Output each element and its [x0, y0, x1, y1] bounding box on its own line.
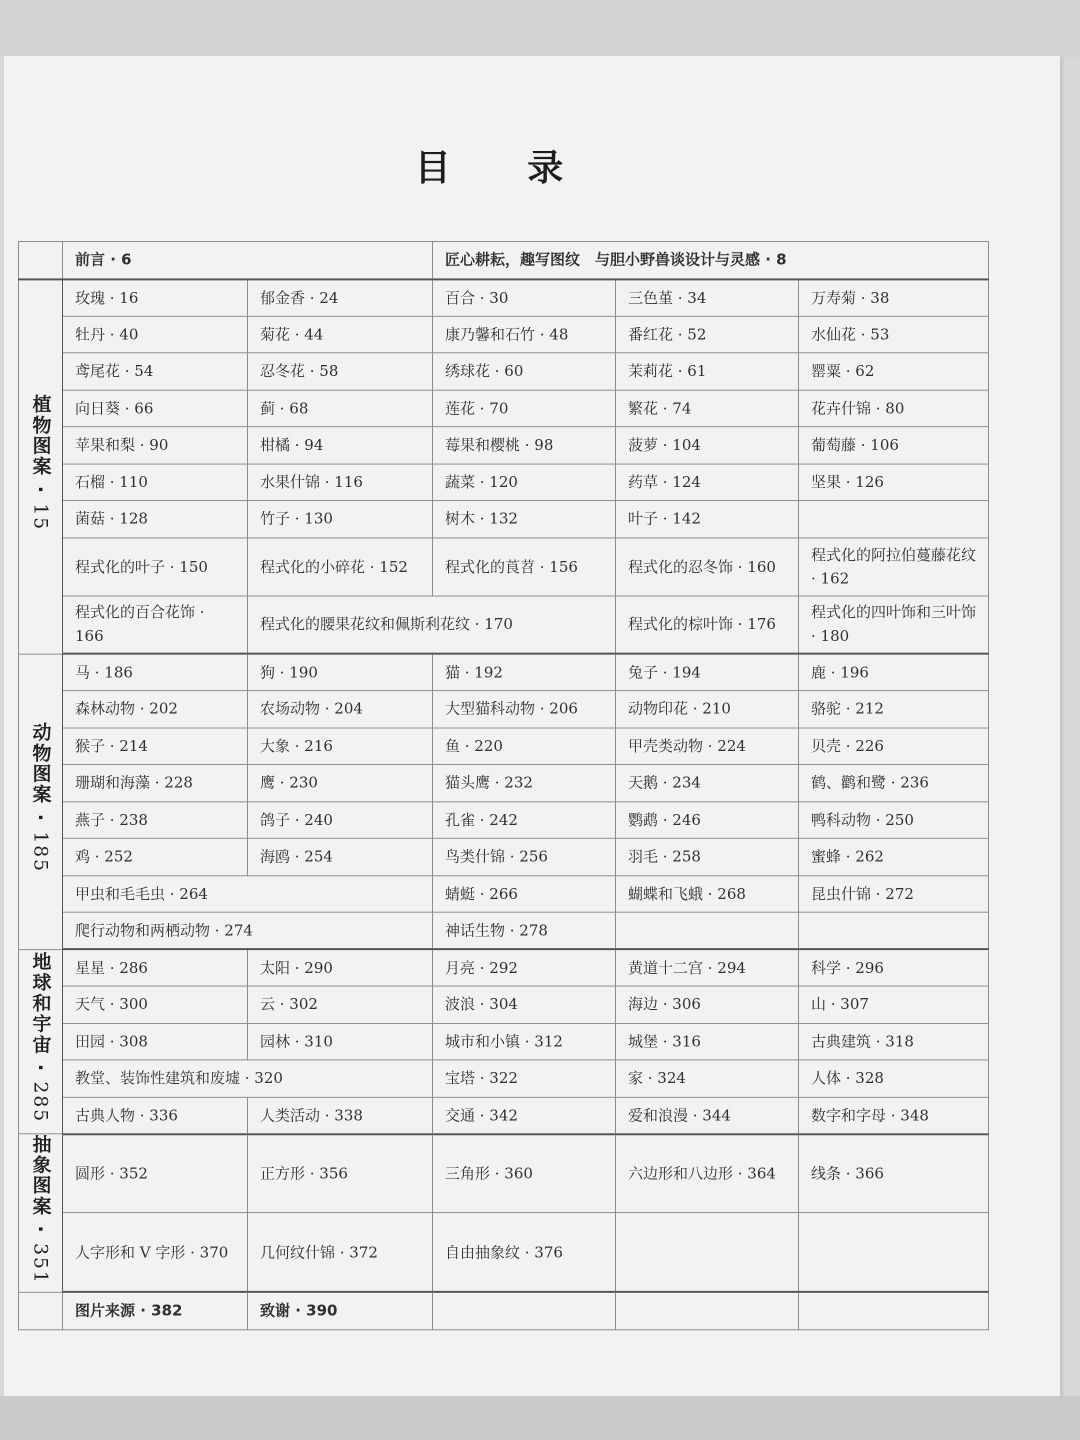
table-row — [19, 537, 989, 595]
toc-entry[interactable]: 珊瑚和海藻 · 228 — [63, 764, 248, 801]
toc-entry[interactable]: 黄道十二宫 · 294 — [616, 949, 799, 986]
toc-entry[interactable]: 鸟类什锦 · 256 — [433, 838, 616, 875]
table-row — [19, 949, 989, 986]
toc-entry[interactable]: 自由抽象纹 · 376 — [433, 1213, 616, 1292]
toc-empty-cell — [799, 1292, 989, 1329]
toc-entry[interactable]: 鸡 · 252 — [63, 838, 248, 875]
toc-entry[interactable]: 蜻蜓 · 266 — [433, 875, 616, 912]
toc-entry-preface[interactable]: 前言 · 6 — [63, 241, 433, 278]
toc-entry[interactable]: 葡萄藤 · 106 — [799, 427, 989, 464]
toc-entry[interactable]: 线条 · 366 — [799, 1134, 989, 1213]
toc-entry[interactable]: 石榴 · 110 — [63, 464, 248, 501]
table-row — [19, 1213, 989, 1292]
toc-entry[interactable]: 猫头鹰 · 232 — [433, 764, 616, 801]
toc-entry[interactable]: 蓟 · 68 — [248, 390, 433, 427]
toc-entry[interactable]: 鹦鹉 · 246 — [616, 801, 799, 838]
toc-entry[interactable]: 海鸥 · 254 — [248, 838, 433, 875]
toc-entry[interactable]: 六边形和八边形 · 364 — [616, 1134, 799, 1213]
toc-empty-cell — [616, 1213, 799, 1292]
toc-entry[interactable]: 云 · 302 — [248, 986, 433, 1023]
toc-entry[interactable]: 莓果和樱桃 · 98 — [433, 427, 616, 464]
table-row — [19, 390, 989, 427]
toc-entry[interactable]: 城堡 · 316 — [616, 1023, 799, 1060]
table-row — [19, 801, 989, 838]
toc-entry-credits[interactable]: 图片来源 · 382 — [63, 1292, 248, 1329]
table-row — [19, 501, 989, 538]
toc-entry[interactable]: 程式化的棕叶饰 · 176 — [616, 596, 799, 654]
toc-entry[interactable]: 三色堇 · 34 — [616, 279, 799, 316]
section-abstract[interactable] — [19, 1134, 63, 1292]
toc-entry[interactable]: 马 · 186 — [63, 654, 248, 691]
toc-entry[interactable]: 甲虫和毛毛虫 · 264 — [63, 875, 433, 912]
toc-entry[interactable]: 羽毛 · 258 — [616, 838, 799, 875]
toc-entry[interactable]: 科学 · 296 — [799, 949, 989, 986]
table-row — [19, 1023, 989, 1060]
table-row — [19, 764, 989, 801]
toc-entry[interactable]: 人类活动 · 338 — [248, 1097, 433, 1134]
toc-entry[interactable]: 程式化的四叶饰和三叶饰 · 180 — [799, 596, 989, 654]
toc-entry[interactable]: 鸽子 · 240 — [248, 801, 433, 838]
table-row — [19, 1134, 989, 1213]
toc-header-row — [19, 241, 989, 278]
table-row — [19, 691, 989, 728]
toc-entry[interactable]: 药草 · 124 — [616, 464, 799, 501]
toc-entry[interactable]: 天鹅 · 234 — [616, 764, 799, 801]
toc-entry[interactable]: 牡丹 · 40 — [63, 316, 248, 353]
background-bottom — [0, 1396, 1080, 1440]
toc-entry[interactable]: 交通 · 342 — [433, 1097, 616, 1134]
table-row — [19, 1097, 989, 1134]
toc-entry[interactable]: 菌菇 · 128 — [63, 501, 248, 538]
toc-entry[interactable]: 程式化的百合花饰 · 166 — [63, 596, 248, 654]
toc-empty-cell — [616, 912, 799, 949]
toc-entry[interactable]: 万寿菊 · 38 — [799, 279, 989, 316]
toc-entry-thanks[interactable]: 致谢 · 390 — [248, 1292, 433, 1329]
toc-entry[interactable]: 猴子 · 214 — [63, 728, 248, 765]
toc-entry[interactable]: 菊花 · 44 — [248, 316, 433, 353]
section-earth[interactable] — [19, 949, 63, 1134]
toc-entry[interactable]: 田园 · 308 — [63, 1023, 248, 1060]
toc-entry[interactable]: 鱼 · 220 — [433, 728, 616, 765]
toc-entry[interactable]: 爬行动物和两栖动物 · 274 — [63, 912, 433, 949]
toc-entry[interactable]: 大型猫科动物 · 206 — [433, 691, 616, 728]
toc-entry[interactable]: 茉莉花 · 61 — [616, 353, 799, 390]
table-row — [19, 279, 989, 316]
toc-entry[interactable]: 山 · 307 — [799, 986, 989, 1023]
toc-entry[interactable]: 竹子 · 130 — [248, 501, 433, 538]
toc-entry-intro[interactable]: 匠心耕耘，趣写图纹 与胆小野兽谈设计与灵感 · 8 — [433, 241, 989, 278]
section-animals[interactable] — [19, 654, 63, 949]
toc-entry[interactable]: 蜜蜂 · 262 — [799, 838, 989, 875]
toc-entry[interactable]: 树木 · 132 — [433, 501, 616, 538]
toc-entry[interactable]: 人体 · 328 — [799, 1060, 989, 1097]
toc-entry[interactable]: 鹤、鹳和鹭 · 236 — [799, 764, 989, 801]
toc-entry[interactable]: 水果什锦 · 116 — [248, 464, 433, 501]
toc-entry[interactable]: 程式化的忍冬饰 · 160 — [616, 537, 799, 595]
table-row — [19, 986, 989, 1023]
toc-entry[interactable]: 圆形 · 352 — [63, 1134, 248, 1213]
section-abstract-label: 抽象图案 · 351 — [29, 1134, 52, 1285]
table-row — [19, 838, 989, 875]
toc-empty-cell — [799, 912, 989, 949]
section-animals-label: 动物图案 · 185 — [29, 722, 52, 874]
toc-entry[interactable]: 坚果 · 126 — [799, 464, 989, 501]
toc-entry[interactable]: 大象 · 216 — [248, 728, 433, 765]
toc-entry[interactable]: 波浪 · 304 — [433, 986, 616, 1023]
toc-entry[interactable]: 鹿 · 196 — [799, 654, 989, 691]
section-plants[interactable] — [19, 279, 63, 654]
toc-entry[interactable]: 人字形和 V 字形 · 370 — [63, 1213, 248, 1292]
toc-entry[interactable]: 郁金香 · 24 — [248, 279, 433, 316]
toc-entry[interactable]: 森林动物 · 202 — [63, 691, 248, 728]
toc-entry[interactable]: 神话生物 · 278 — [433, 912, 616, 949]
toc-entry[interactable]: 燕子 · 238 — [63, 801, 248, 838]
toc-entry[interactable]: 繁花 · 74 — [616, 390, 799, 427]
table-row — [19, 912, 989, 949]
toc-entry[interactable]: 城市和小镇 · 312 — [433, 1023, 616, 1060]
toc-entry[interactable]: 贝壳 · 226 — [799, 728, 989, 765]
toc-entry[interactable]: 花卉什锦 · 80 — [799, 390, 989, 427]
toc-entry[interactable]: 几何纹什锦 · 372 — [248, 1213, 433, 1292]
table-row — [19, 728, 989, 765]
toc-entry[interactable]: 菠萝 · 104 — [616, 427, 799, 464]
table-row — [19, 464, 989, 501]
section-earth-label: 地球和宇宙 · 285 — [29, 952, 52, 1124]
toc-entry[interactable]: 太阳 · 290 — [248, 949, 433, 986]
toc-entry[interactable]: 康乃馨和石竹 · 48 — [433, 316, 616, 353]
toc-entry[interactable]: 蔬菜 · 120 — [433, 464, 616, 501]
toc-entry[interactable]: 猫 · 192 — [433, 654, 616, 691]
toc-entry[interactable]: 宝塔 · 322 — [433, 1060, 616, 1097]
toc-empty-cell — [799, 1213, 989, 1292]
toc-entry[interactable]: 农场动物 · 204 — [248, 691, 433, 728]
toc-entry[interactable]: 昆虫什锦 · 272 — [799, 875, 989, 912]
toc-entry[interactable]: 绣球花 · 60 — [433, 353, 616, 390]
toc-entry[interactable]: 数字和字母 · 348 — [799, 1097, 989, 1134]
toc-entry[interactable]: 玫瑰 · 16 — [63, 279, 248, 316]
toc-entry[interactable]: 狗 · 190 — [248, 654, 433, 691]
toc-entry[interactable]: 月亮 · 292 — [433, 949, 616, 986]
toc-entry[interactable]: 程式化的阿拉伯蔓藤花纹 · 162 — [799, 537, 989, 595]
toc-entry[interactable]: 爱和浪漫 · 344 — [616, 1097, 799, 1134]
page-title: 目 录 — [414, 148, 596, 189]
toc-entry[interactable]: 星星 · 286 — [63, 949, 248, 986]
toc-entry[interactable]: 古典人物 · 336 — [63, 1097, 248, 1134]
toc-entry[interactable]: 番红花 · 52 — [616, 316, 799, 353]
toc-entry[interactable]: 鸭科动物 · 250 — [799, 801, 989, 838]
toc-entry[interactable]: 程式化的小碎花 · 152 — [248, 537, 433, 595]
toc-entry[interactable]: 鹰 · 230 — [248, 764, 433, 801]
background-top — [0, 0, 1080, 58]
toc-entry[interactable]: 水仙花 · 53 — [799, 316, 989, 353]
table-row — [19, 596, 989, 654]
toc-entry[interactable]: 程式化的腰果花纹和佩斯利花纹 · 170 — [248, 596, 616, 654]
toc-entry[interactable]: 柑橘 · 94 — [248, 427, 433, 464]
table-row — [19, 353, 989, 390]
toc-entry[interactable]: 程式化的叶子 · 150 — [63, 537, 248, 595]
toc-empty-cell — [616, 1292, 799, 1329]
toc-entry[interactable]: 程式化的莨苕 · 156 — [433, 537, 616, 595]
toc-table — [18, 241, 989, 1330]
toc-entry[interactable]: 忍冬花 · 58 — [248, 353, 433, 390]
toc-entry[interactable]: 动物印花 · 210 — [616, 691, 799, 728]
toc-entry[interactable]: 海边 · 306 — [616, 986, 799, 1023]
toc-entry[interactable]: 三角形 · 360 — [433, 1134, 616, 1213]
toc-entry[interactable]: 叶子 · 142 — [616, 501, 799, 538]
table-row — [19, 1060, 989, 1097]
toc-entry[interactable]: 教堂、装饰性建筑和废墟 · 320 — [63, 1060, 433, 1097]
table-row — [19, 427, 989, 464]
toc-entry[interactable]: 园林 · 310 — [248, 1023, 433, 1060]
toc-entry[interactable]: 天气 · 300 — [63, 986, 248, 1023]
toc-empty-cell — [799, 501, 989, 538]
toc-empty-cell — [19, 1292, 63, 1329]
toc-entry[interactable]: 百合 · 30 — [433, 279, 616, 316]
toc-entry[interactable]: 莲花 · 70 — [433, 390, 616, 427]
toc-entry[interactable]: 孔雀 · 242 — [433, 801, 616, 838]
toc-entry[interactable]: 甲壳类动物 · 224 — [616, 728, 799, 765]
toc-entry[interactable]: 鸢尾花 · 54 — [63, 353, 248, 390]
toc-entry[interactable]: 苹果和梨 · 90 — [63, 427, 248, 464]
toc-entry[interactable]: 古典建筑 · 318 — [799, 1023, 989, 1060]
toc-corner-cell — [19, 241, 63, 278]
section-plants-label: 植物图案 · 15 — [29, 394, 52, 532]
table-row — [19, 316, 989, 353]
toc-entry[interactable]: 骆驼 · 212 — [799, 691, 989, 728]
toc-entry[interactable]: 罂粟 · 62 — [799, 353, 989, 390]
toc-entry[interactable]: 蝴蝶和飞蛾 · 268 — [616, 875, 799, 912]
toc-footer-row — [19, 1292, 989, 1329]
toc-entry[interactable]: 向日葵 · 66 — [63, 390, 248, 427]
toc-entry[interactable]: 兔子 · 194 — [616, 654, 799, 691]
toc-entry[interactable]: 家 · 324 — [616, 1060, 799, 1097]
toc-entry[interactable]: 正方形 · 356 — [248, 1134, 433, 1213]
table-row — [19, 875, 989, 912]
table-row — [19, 654, 989, 691]
toc-empty-cell — [433, 1292, 616, 1329]
